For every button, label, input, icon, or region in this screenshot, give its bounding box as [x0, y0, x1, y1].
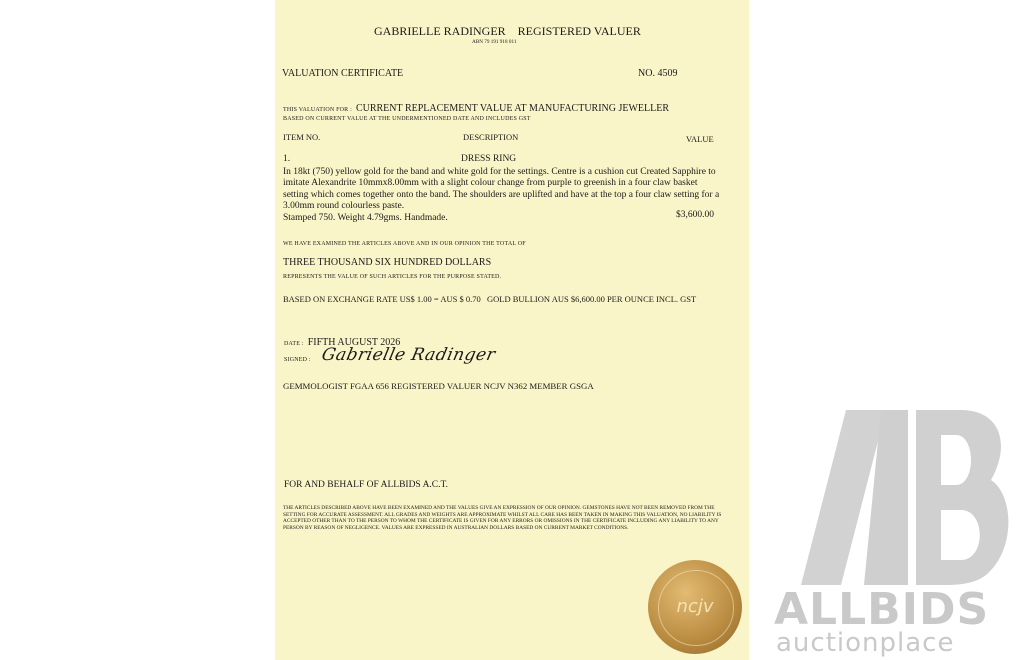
- watermark-tagline: auctionplace: [776, 628, 955, 658]
- valuation-date: DATE : FIFTH AUGUST 2026: [284, 337, 401, 348]
- item-description: In 18kt (750) yellow gold for the band and white gold for the settings. Centre is a cushion cut Created Sapphire to imitate Alexandrite 10mmx8.00mm with a slight colour change from purple to greenish in a four claw basket setting which comes together onto the band. The shoulders are uplifted and have at the top a four claw setting for a 3.00mm round colourless paste. Stamped 750. Weight 4.79gms. Handmade.: [283, 167, 720, 223]
- certificate-number: NO. 4509: [638, 68, 678, 79]
- exchange-rate: BASED ON EXCHANGE RATE US$ 1.00 = AUS $ 0.70: [283, 294, 481, 304]
- item-title: DRESS RING: [461, 154, 517, 164]
- signature: Gabrielle Radinger: [319, 345, 498, 365]
- certificate-title: VALUATION CERTIFICATE: [282, 68, 404, 79]
- behalf-statement: FOR AND BEHALF OF ALLBIDS A.C.T.: [284, 480, 448, 490]
- gold-bullion-price: GOLD BULLION AUS $6,600.00 PER OUNCE INCL. GST: [487, 294, 697, 304]
- disclaimer-text: THE ARTICLES DESCRIBED ABOVE HAVE BEEN EXAMINED AND THE VALUES GIVE AN EXPRESSION OF OUR OPINION. GEMSTONES HAVE NOT BEEN REMOVED FROM THE SETTING FOR ACCURATE ASSESSMENT. ALL GRADES AND WEIGHTS ARE APPROXIMATE WHILST ALL CARE HAS BEEN TAKEN IN MAKING THIS VALUATION, NO LIABILITY IS ACCEPTED OTHER THAN TO THE PERSON TO WHOM THE CERTIFICATE IS GIVEN FOR ANY ERRORS OR OMISSIONS IN THE CERTIFICATE INCLUDING ANY LIABILITY TO ANY PERSON BY REASON OF NEGLIGENCE. VALUES ARE EXPRESSED IN AUSTRALIAN DOLLARS BASED ON CURRENT MARKET CONDITIONS.: [283, 505, 722, 531]
- item-stamp: Stamped 750. Weight 4.79gms. Handmade.: [283, 212, 448, 223]
- item-number: 1.: [283, 154, 291, 164]
- abn-number: ABN 79 191 918 011: [472, 39, 517, 45]
- column-value: VALUE: [686, 134, 714, 144]
- watermark-brand: ALLBIDS: [774, 584, 990, 635]
- valuation-purpose: THIS VALUATION FOR : CURRENT REPLACEMENT VALUE AT MANUFACTURING JEWELLER: [283, 103, 670, 114]
- examination-statement: WE HAVE EXAMINED THE ARTICLES ABOVE AND IN OUR OPINION THE TOTAL OF: [283, 241, 526, 247]
- valuer-credentials: GEMMOLOGIST FGAA 656 REGISTERED VALUER NCJV N362 MEMBER GSGA: [283, 381, 594, 391]
- seal-text: ncjv: [676, 596, 714, 617]
- item-value: $3,600.00: [676, 210, 714, 220]
- represents-statement: REPRESENTS THE VALUE OF SUCH ARTICLES FOR THE PURPOSE STATED.: [283, 274, 502, 280]
- valuer-name: GABRIELLE RADINGER REGISTERED VALUER: [374, 24, 641, 38]
- column-description: DESCRIPTION: [463, 132, 519, 142]
- allbids-logo-icon: [786, 400, 1016, 590]
- total-in-words: THREE THOUSAND SIX HUNDRED DOLLARS: [283, 257, 492, 268]
- ncjv-seal-stamp: [648, 560, 742, 654]
- valuation-basis: BASED ON CURRENT VALUE AT THE UNDERMENTIONED DATE AND INCLUDES GST: [283, 116, 531, 122]
- column-item-no: ITEM NO.: [283, 132, 321, 142]
- signed-label: SIGNED :: [284, 357, 311, 363]
